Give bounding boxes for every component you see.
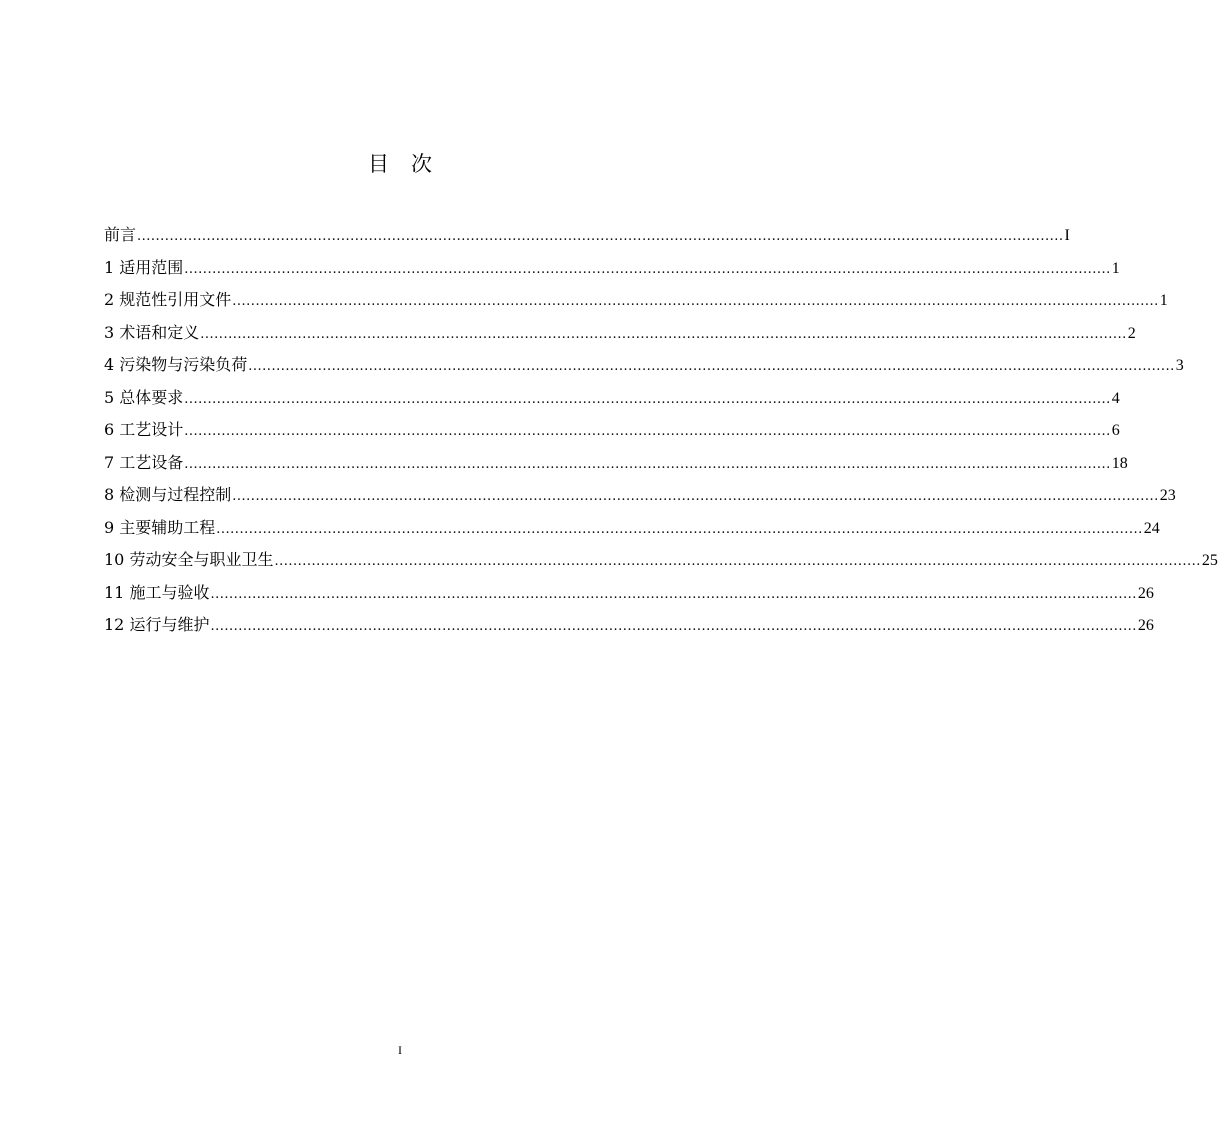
toc-leader-dots: ........................................................................................................................................................................................................ (184, 424, 1111, 439)
toc-leader-dots: ........................................................................................................................................................................................................ (274, 554, 1201, 569)
toc-leader-dots: ........................................................................................................................................................................................................ (210, 619, 1137, 634)
toc-entry-page: 2 (1127, 324, 1136, 342)
toc-leader-dots: ........................................................................................................................................................................................................ (137, 229, 1064, 244)
toc-entry-label: 6 工艺设计 (104, 420, 184, 439)
toc-entry-preface[interactable] (104, 222, 1070, 255)
toc-entry-label: 前言 (104, 225, 137, 244)
toc-entry-5[interactable] (104, 385, 1120, 418)
toc-entry-label: 10 劳动安全与职业卫生 (104, 550, 274, 569)
footer-page-number: I (398, 1043, 402, 1057)
toc-entry-3[interactable] (104, 320, 1136, 353)
toc-entry-1[interactable] (104, 255, 1120, 288)
toc-entry-page: I (1064, 227, 1070, 244)
toc-leader-dots: ........................................................................................................................................................................................................ (184, 456, 1111, 472)
page-title-part2: 次 (411, 152, 432, 176)
toc-entry-12[interactable] (104, 612, 1154, 645)
toc-entry-10[interactable] (104, 547, 1218, 580)
toc-entry-page: 24 (1143, 519, 1160, 537)
toc-entry-label: 12 运行与维护 (104, 615, 210, 634)
toc-entry-7[interactable] (104, 450, 1128, 483)
toc-entry-2[interactable] (104, 287, 1168, 320)
toc-leader-dots: ........................................................................................................................................................................................................ (248, 359, 1175, 374)
toc-entry-6[interactable] (104, 417, 1120, 450)
toc-entry-page: 23 (1159, 487, 1176, 504)
toc-entry-label: 7 工艺设备 (104, 452, 184, 472)
page-title (0, 150, 800, 178)
toc-entry-label: 9 主要辅助工程 (104, 517, 216, 537)
toc-entry-4[interactable] (104, 352, 1184, 385)
toc-entry-page: 26 (1137, 617, 1154, 634)
toc-entry-page: 1 (1111, 259, 1120, 277)
toc-entry-label: 5 总体要求 (104, 387, 184, 407)
toc-entry-page: 6 (1111, 422, 1120, 439)
toc-leader-dots: ........................................................................................................................................................................................................ (232, 294, 1159, 309)
toc-entry-label: 2 规范性引用文件 (104, 290, 232, 309)
toc-entry-page: 3 (1175, 357, 1184, 374)
toc-entry-9[interactable] (104, 515, 1160, 548)
table-of-contents (104, 222, 1218, 645)
toc-leader-dots: ........................................................................................................................................................................................................ (216, 521, 1143, 537)
toc-entry-page: 26 (1137, 584, 1154, 602)
toc-entry-page: 25 (1201, 552, 1218, 569)
toc-leader-dots: ........................................................................................................................................................................................................ (210, 586, 1137, 602)
toc-entry-page: 18 (1111, 454, 1128, 472)
toc-entry-label: 1 适用范围 (104, 257, 184, 277)
toc-entry-page: 1 (1159, 292, 1168, 309)
toc-entry-label: 4 污染物与污染负荷 (104, 355, 248, 374)
toc-entry-8[interactable] (104, 482, 1176, 515)
toc-entry-page: 4 (1111, 389, 1120, 407)
toc-leader-dots: ........................................................................................................................................................................................................ (184, 261, 1111, 277)
toc-leader-dots: ........................................................................................................................................................................................................ (200, 326, 1127, 342)
toc-entry-label: 8 检测与过程控制 (104, 485, 232, 504)
toc-entry-11[interactable] (104, 580, 1154, 613)
toc-entry-label: 11 施工与验收 (104, 582, 210, 602)
page-title-part1: 目 (368, 152, 389, 176)
toc-entry-label: 3 术语和定义 (104, 322, 200, 342)
toc-leader-dots: ........................................................................................................................................................................................................ (184, 391, 1111, 407)
toc-leader-dots: ........................................................................................................................................................................................................ (232, 489, 1159, 504)
